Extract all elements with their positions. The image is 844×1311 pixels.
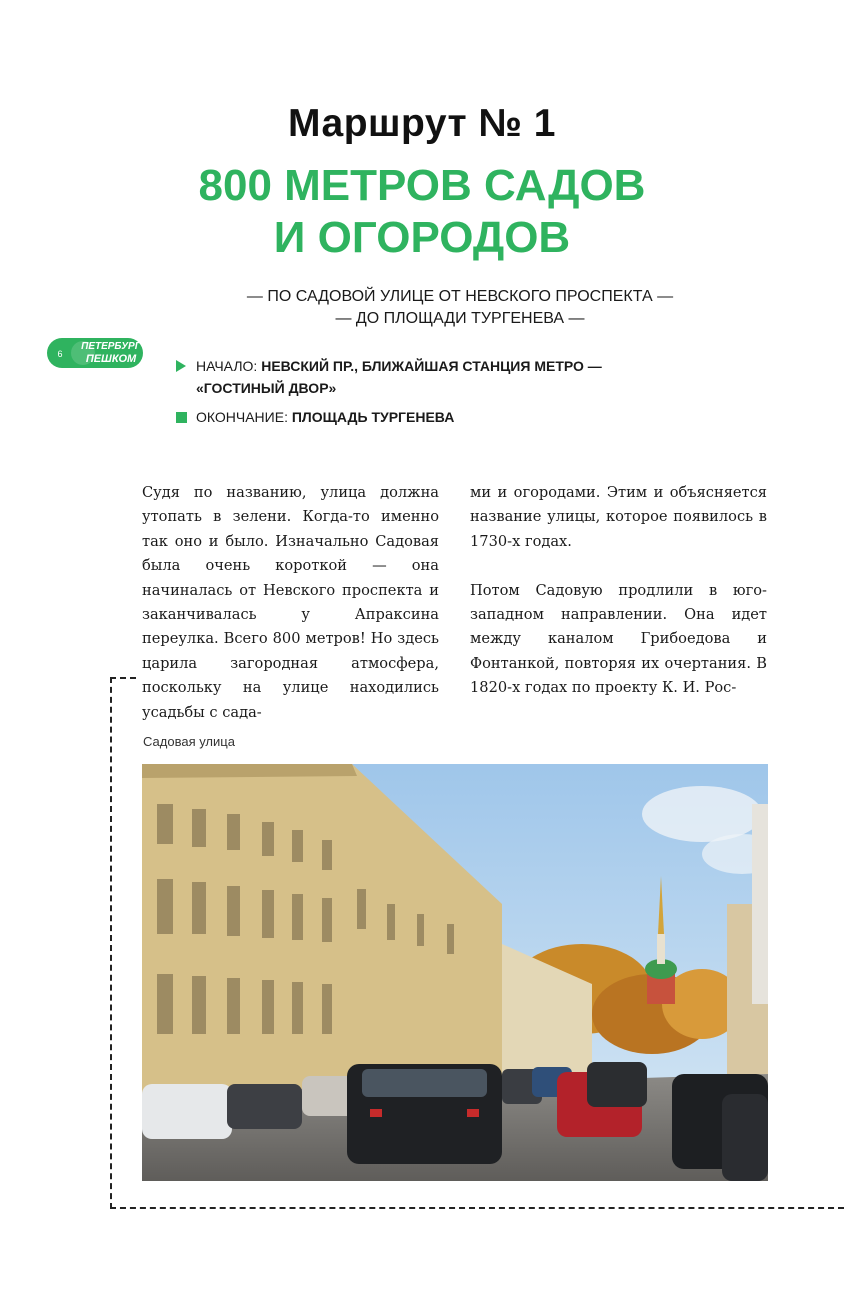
subtitle-line1: — ПО САДОВОЙ УЛИЦЕ ОТ НЕВСКОГО ПРОСПЕКТА — [246,288,674,305]
series-logo [47,338,143,368]
route-info [176,355,656,428]
paragraph-1-continued: ми и огородами. Этим и объясняется название улицы, которое появилось в 1730-х годах. [470,484,767,550]
logo-line2: ПЕШКОМ [85,353,137,365]
start-label: НАЧАЛО: [196,358,258,374]
route-title-line1: 800 МЕТРОВ САДОВ [198,161,646,210]
route-number: Маршрут № 1 [288,102,556,145]
page-number: 6 [57,349,63,359]
photo-caption: Садовая улица [143,734,235,749]
logo-line1: ПЕТЕРБУРГ [81,341,141,352]
street-photo [142,764,768,1181]
subtitle-line2: — ДО ПЛОЩАДИ ТУРГЕНЕВА — [335,310,585,327]
dashed-frame-bottom [110,1207,844,1209]
dashed-frame-left [110,677,112,1209]
paragraph-2: Потом Садовую продлили в юго-западном направлении. Она идет между каналом Грибоедова и Фонтанкой, повторяя их очертания. В 1820-х годах по проекту К. И. Рос- [470,581,767,697]
paragraph-1: Судя по названию, улица должна утопать в зелени. Когда-то именно так оно и было. Изначально Садовая была очень короткой — она начиналась от Невского проспекта и заканчивалась у Апраксина переулка. Всего 800 метров! Но здесь царила загородная атмосфера, поскольку на улице находились усадьбы с сада- [142,484,439,721]
route-start [176,355,656,399]
end-label: ОКОНЧАНИЕ: [196,409,288,425]
route-end [176,406,656,428]
stop-square-icon [176,412,187,423]
start-value: НЕВСКИЙ ПР., БЛИЖАЙШАЯ СТАНЦИЯ МЕТРО — «ГОСТИНЫЙ ДВОР» [196,358,602,396]
dashed-frame-top [110,677,136,679]
route-subtitle [160,286,760,330]
text-column-2 [470,481,767,701]
end-value: ПЛОЩАДЬ ТУРГЕНЕВА [291,409,455,425]
play-triangle-icon [176,360,186,372]
route-title [0,160,844,264]
route-title-line2: И ОГОРОДОВ [273,213,571,262]
text-column-1 [142,481,439,725]
